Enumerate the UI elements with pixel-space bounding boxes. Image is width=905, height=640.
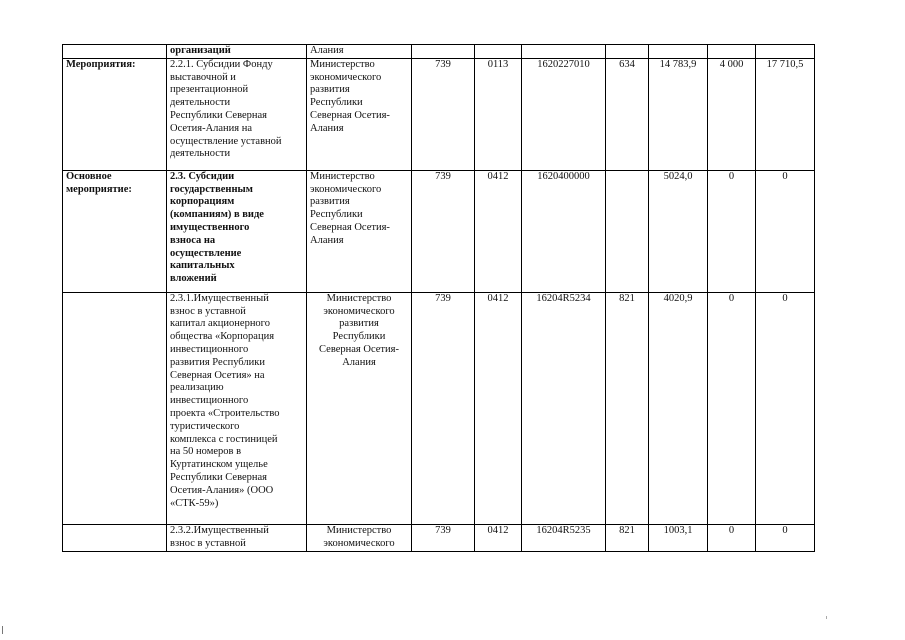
csr-cell: 1620400000: [522, 170, 606, 292]
table-row: [63, 292, 815, 524]
year3-amount-cell: 17 710,5: [756, 58, 815, 170]
rz-pr-cell: [475, 45, 522, 59]
rz-pr-cell: 0113: [475, 58, 522, 170]
year2-amount-cell: 4 000: [708, 58, 756, 170]
vr-cell: 634: [606, 58, 649, 170]
year1-amount-cell: [649, 45, 708, 59]
scan-edge-mark: [2, 626, 3, 634]
measure-name-cell: 2.3.1.Имущественный взнос в уставной капитал акционерного общества «Корпорация инвестиционного развития Республики Северная Осетия» на реализацию инвестиционного проекта «Строительство туристического комплекса с гостиницей на 50 номеров в Куртатинском ущелье Республики Северная Осетия-Алания» (ООО «СТК-59»): [167, 292, 307, 524]
year1-amount-cell: 5024,0: [649, 170, 708, 292]
row-kind-cell: [63, 292, 167, 524]
executor-cell: Алания: [307, 45, 412, 59]
grbs-cell: 739: [412, 170, 475, 292]
year2-amount-cell: 0: [708, 170, 756, 292]
row-kind-cell: Мероприятия:: [63, 58, 167, 170]
year2-amount-cell: 0: [708, 524, 756, 551]
year3-amount-cell: [756, 45, 815, 59]
grbs-cell: 739: [412, 292, 475, 524]
table-row: [63, 170, 815, 292]
rz-pr-cell: 0412: [475, 524, 522, 551]
year3-amount-cell: 0: [756, 170, 815, 292]
measure-name-cell: организаций: [167, 45, 307, 59]
table-row: [63, 58, 815, 170]
vr-cell: 821: [606, 292, 649, 524]
year2-amount-cell: 0: [708, 292, 756, 524]
grbs-cell: [412, 45, 475, 59]
table-row: [63, 45, 815, 59]
rz-pr-cell: 0412: [475, 170, 522, 292]
vr-cell: [606, 45, 649, 59]
csr-cell: 16204R5234: [522, 292, 606, 524]
executor-cell: Министерство экономического: [307, 524, 412, 551]
year1-amount-cell: 4020,9: [649, 292, 708, 524]
row-kind-cell: [63, 45, 167, 59]
year3-amount-cell: 0: [756, 524, 815, 551]
executor-cell: Министерство экономического развития Республики Северная Осетия- Алания: [307, 58, 412, 170]
table-row: [63, 524, 815, 551]
year3-amount-cell: 0: [756, 292, 815, 524]
measure-name-cell: 2.3. Субсидии государственным корпорациям (компаниям) в виде имущественного взноса на осуществление капитальных вложений: [167, 170, 307, 292]
budget-table: [62, 44, 815, 552]
rz-pr-cell: 0412: [475, 292, 522, 524]
vr-cell: 821: [606, 524, 649, 551]
measure-name-cell: 2.3.2.Имущественный взнос в уставной: [167, 524, 307, 551]
row-kind-cell: Основное мероприятие:: [63, 170, 167, 292]
row-kind-cell: [63, 524, 167, 551]
year1-amount-cell: 14 783,9: [649, 58, 708, 170]
csr-cell: 16204R5235: [522, 524, 606, 551]
year1-amount-cell: 1003,1: [649, 524, 708, 551]
grbs-cell: 739: [412, 58, 475, 170]
year2-amount-cell: [708, 45, 756, 59]
executor-cell: Министерство экономического развития Республики Северная Осетия- Алания: [307, 170, 412, 292]
csr-cell: [522, 45, 606, 59]
vr-cell: [606, 170, 649, 292]
scan-edge-mark: [826, 616, 827, 619]
csr-cell: 1620227010: [522, 58, 606, 170]
executor-cell: Министерство экономического развития Республики Северная Осетия- Алания: [307, 292, 412, 524]
grbs-cell: 739: [412, 524, 475, 551]
measure-name-cell: 2.2.1. Субсидии Фонду выставочной и презентационной деятельности Республики Северная Осетия-Алания на осуществление уставной деятельности: [167, 58, 307, 170]
